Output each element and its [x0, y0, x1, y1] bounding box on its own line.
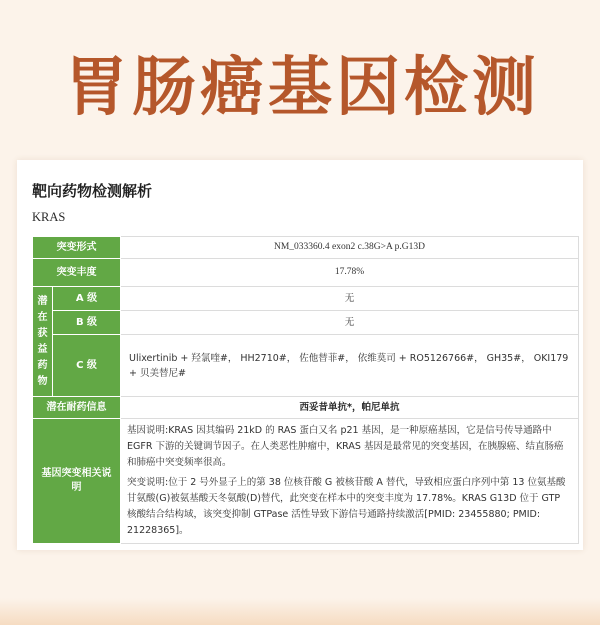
potential-benefit-label — [33, 287, 53, 397]
gene-name: KRAS — [32, 210, 66, 224]
mutation-abundance-value: 17.78% — [121, 259, 579, 287]
potential-benefit-label-text: 潜在获益药物 — [37, 295, 48, 387]
mutation-abundance-label: 突变丰度 — [33, 259, 121, 287]
report-card — [17, 160, 583, 550]
table-row-level-c — [33, 335, 579, 397]
table-row-level-a — [33, 287, 579, 311]
level-b-value: 无 — [121, 311, 579, 335]
table-row-potential-resistance — [33, 397, 579, 419]
level-a-label: A 级 — [53, 287, 121, 311]
table-row-mutation-abundance — [33, 259, 579, 287]
table-row-description — [33, 419, 579, 544]
section-heading: 靶向药物检测解析 — [32, 182, 153, 200]
table-row-level-b — [33, 311, 579, 335]
description-label: 基因突变相关说明 — [33, 419, 121, 544]
potential-resistance-value: 西妥昔单抗*，帕尼单抗 — [121, 397, 579, 419]
level-b-label: B 级 — [53, 311, 121, 335]
page-title: 胃肠癌基因检测 — [64, 51, 540, 125]
level-c-value: Ulixertinib + 羟氯喹#， HH2710#， 佐他替菲#， 依维莫司 + RO5126766#， GH35#， OKI179 + 贝美替尼# — [121, 335, 579, 397]
mutation-form-value: NM_033360.4 exon2 c.38G>A p.G13D — [121, 237, 579, 259]
level-c-label: C 级 — [53, 335, 121, 397]
mutation-description-paragraph: 突变说明:位于 2 号外显子上的第 38 位核苷酸 G 被核苷酸 A 替代，导致相应蛋白序列中第 13 位氨基酸甘氨酸(G)被氨基酸天冬氨酸(D)替代，此突变在样本中的突变丰度为 17.78%。KRAS G13D 位于 GTP 核酸结合结构域，该突变抑制 GTPase 活性导致下游信号通路持续激活[PMID: 23455880; PMID: 21228365]。 — [127, 477, 566, 536]
table-row-mutation-form — [33, 237, 579, 259]
result-table — [32, 236, 579, 544]
bottom-decorative-band — [0, 598, 600, 625]
table-body — [33, 237, 579, 544]
description-value — [121, 419, 579, 544]
potential-resistance-label: 潜在耐药信息 — [33, 397, 121, 419]
gene-description-paragraph: 基因说明:KRAS 因其编码 21kD 的 RAS 蛋白又名 p21 基因，是一种原癌基因，它是信号传导通路中 EGFR 下游的关键调节因子。在人类恶性肿瘤中，KRAS 基因是最常见的突变基因，在胰腺癌、结直肠癌和肺癌中突变频率很高。 — [127, 425, 564, 468]
level-a-value: 无 — [121, 287, 579, 311]
mutation-form-label: 突变形式 — [33, 237, 121, 259]
